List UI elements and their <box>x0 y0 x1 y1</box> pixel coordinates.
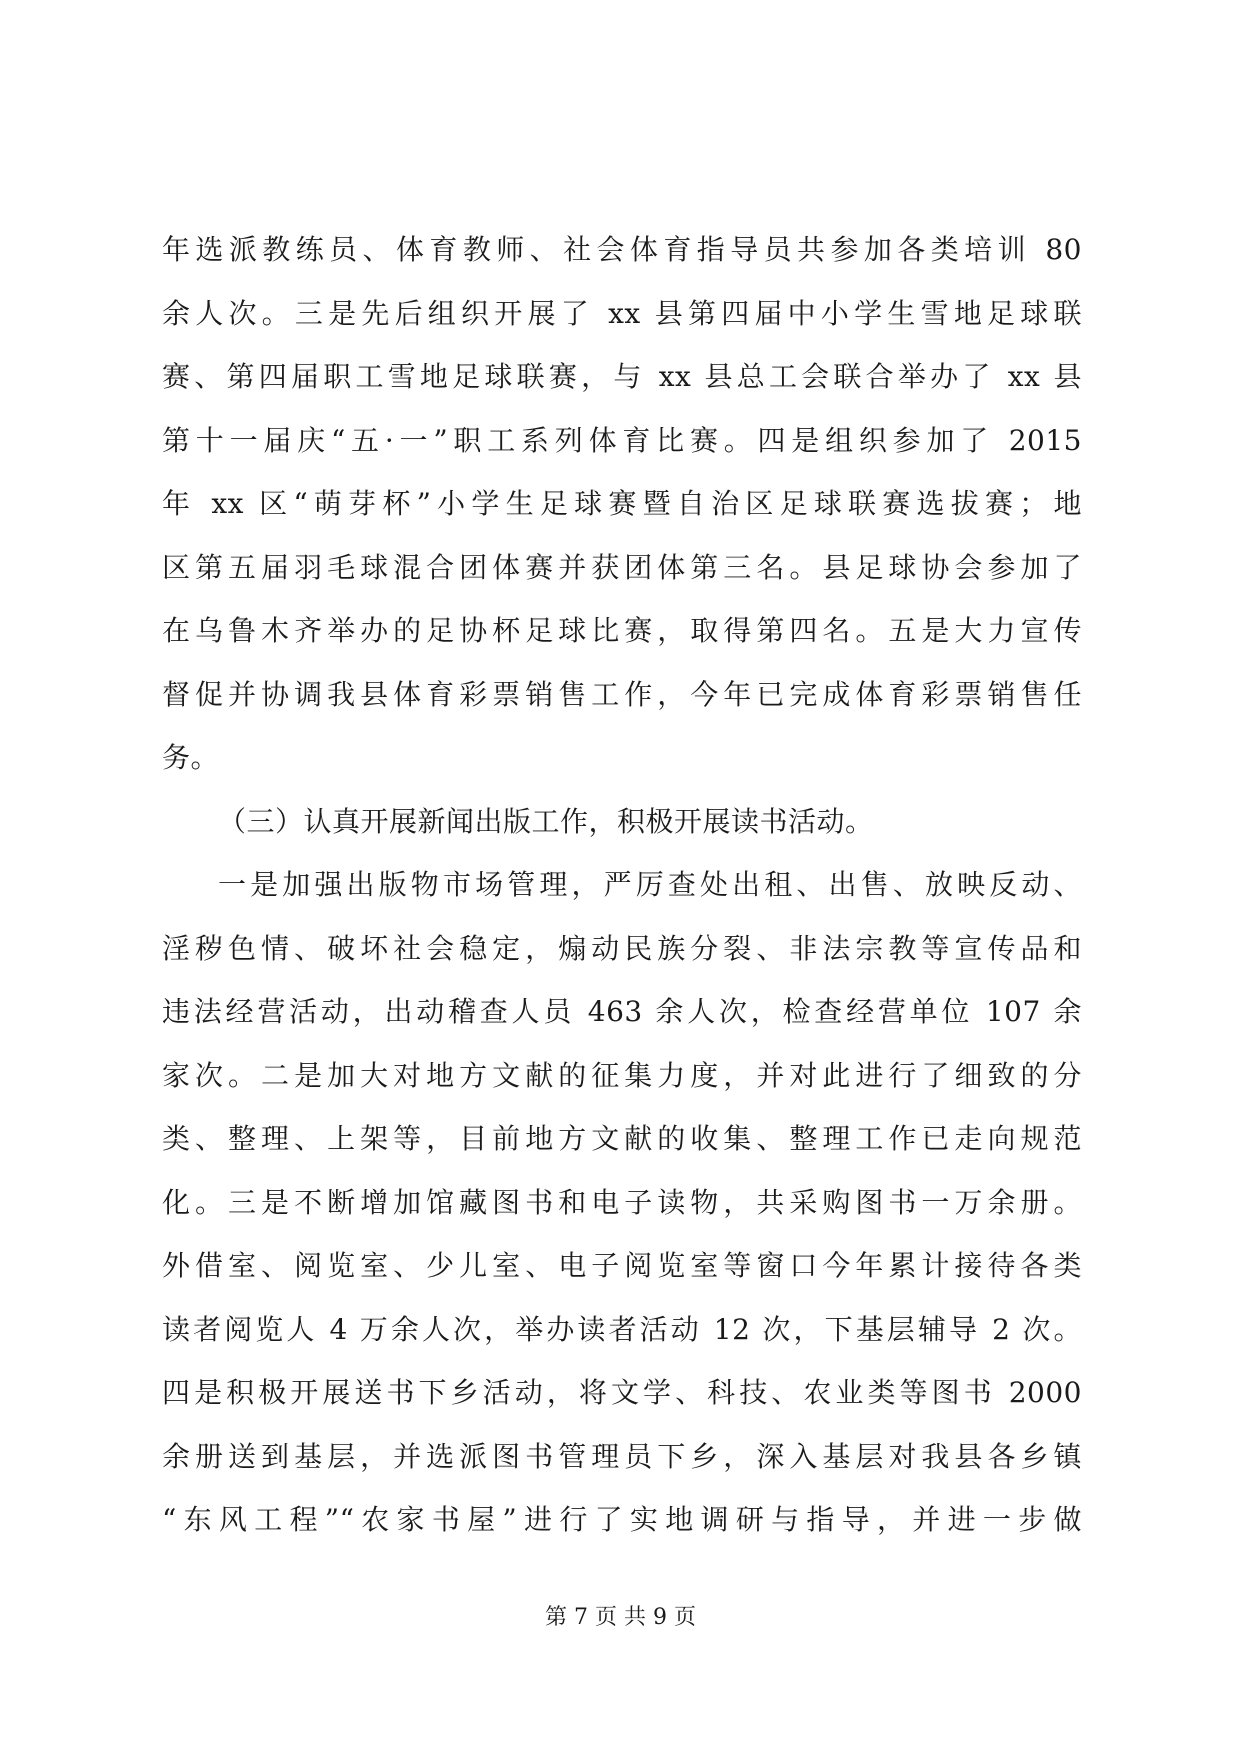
body-text <box>162 218 1082 1552</box>
text-line: 化。三是不断增加馆藏图书和电子读物，共采购图书一万余册。 <box>162 1185 1082 1219</box>
text-line: 年 xx 区“萌芽杯”小学生足球赛暨自治区足球联赛选拔赛；地 <box>162 487 1082 520</box>
text-line: 在乌鲁木齐举办的足协杯足球比赛，取得第四名。五是大力宣传 <box>162 614 1082 647</box>
section-heading: （三）认真开展新闻出版工作，积极开展读书活动。 <box>218 804 874 838</box>
text-line: 赛、第四届职工雪地足球联赛，与 xx 县总工会联合举办了 xx 县 <box>162 360 1082 393</box>
text-line: 区第五届羽毛球混合团体赛并获团体第三名。县足球协会参加了 <box>162 550 1082 584</box>
text-line: 淫秽色情、破坏社会稳定，煽动民族分裂、非法宗教等宣传品和 <box>162 931 1082 965</box>
text-line: “东风工程”“农家书屋”进行了实地调研与指导，并进一步做 <box>162 1503 1082 1536</box>
page-number-footer: 第 7 页 共 9 页 <box>545 1605 696 1630</box>
text-line: 一是加强出版物市场管理，严厉查处出租、出售、放映反动、 <box>218 868 1082 901</box>
text-line: 家次。二是加大对地方文献的征集力度，并对此进行了细致的分 <box>162 1058 1082 1092</box>
text-line: 违法经营活动，出动稽查人员 463 余人次，检查经营单位 107 余 <box>162 995 1082 1028</box>
text-line: 务。 <box>162 741 220 774</box>
text-line: 类、整理、上架等，目前地方文献的收集、整理工作已走向规范 <box>162 1122 1082 1155</box>
text-line: 第十一届庆“五·一”职工系列体育比赛。四是组织参加了 2015 <box>162 423 1082 457</box>
text-line: 督促并协调我县体育彩票销售工作，今年已完成体育彩票销售任 <box>162 677 1082 711</box>
text-line: 四是积极开展送书下乡活动，将文学、科技、农业类等图书 2000 <box>162 1376 1082 1409</box>
text-line: 读者阅览人 4 万余人次，举办读者活动 12 次，下基层辅导 2 次。 <box>162 1312 1082 1346</box>
text-line: 余人次。三是先后组织开展了 xx 县第四届中小学生雪地足球联 <box>162 296 1082 330</box>
text-line: 余册送到基层，并选派图书管理员下乡，深入基层对我县各乡镇 <box>162 1439 1082 1473</box>
text-line: 外借室、阅览室、少儿室、电子阅览室等窗口今年累计接待各类 <box>162 1249 1082 1282</box>
text-line: 年选派教练员、体育教师、社会体育指导员共参加各类培训 80 <box>162 233 1082 266</box>
